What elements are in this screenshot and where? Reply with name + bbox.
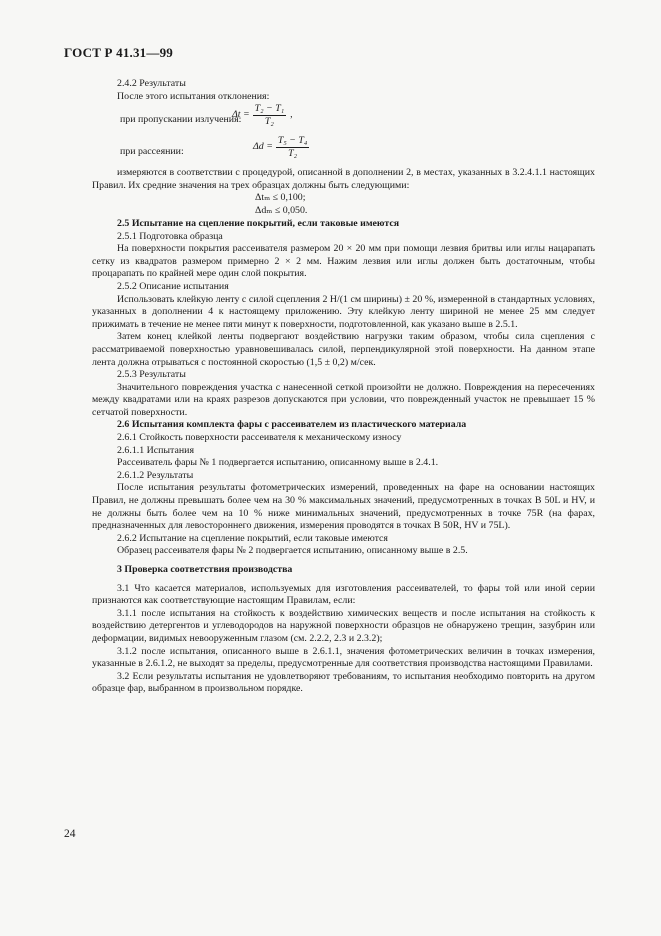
section-intro: После этого испытания отклонения:	[117, 90, 270, 102]
section-title-2-6-2: 2.6.2 Испытание на сцепление покрытий, если таковые имеются	[117, 532, 388, 544]
formula-lhs: Δt =	[232, 109, 250, 121]
paragraph: Затем конец клейкой ленты подвергают воздействию нагрузки таким образом, чтобы сила сцепления с рассматриваемой поверхностью уравновешивалась силой, перпендикулярной этой поверхности. На данном этапе лента должна отрываться с постоянной скоростью (1,5 ± 0,2) м/сек.	[92, 331, 595, 368]
paragraph: Значительного повреждения участка с нанесенной сеткой произойти не должно. Повреждения на пересечениях между квадратами или на краях разрезов допускаются при условии, что поврежденный участок не превышает 15 % сетчатой поверхности.	[92, 381, 595, 418]
section-title-2-5-1: 2.5.1 Подготовка образца	[117, 230, 223, 242]
page-number: 24	[64, 828, 76, 840]
formula-lhs: Δd =	[253, 141, 273, 153]
fraction-numerator: T₂ − T₁	[254, 103, 285, 115]
fraction-denominator: T₂	[264, 116, 274, 128]
fraction-denominator: T₂	[288, 148, 298, 160]
paragraph: После испытания результаты фотометрических измерений, проведенных на фаре на основании настоящих Правил, не должны превышать более чем на 30 % максимальных значений, предусмотренных в точках B 50L и HV, и не должны быть более чем на 10 % ниже минимальных значений, предусмотренных в точке 75R (на фарах, предназначенных для левостороннего движения, измерения проводятся в точках B 50R, HV и 75L).	[92, 482, 595, 532]
equation-scattering	[92, 135, 595, 167]
fraction	[276, 135, 309, 160]
paragraph: Использовать клейкую ленту с силой сцепления 2 Н/(1 см ширины) ± 20 %, измеренной в стандартных условиях, указанных в дополнении 4 к настоящему приложению. Эту клейкую ленту шириной не менее 25 мм следует прижимать в течение не менее пяти минут к поверхности, подготовленной, как указано выше в 2.5.1.	[92, 293, 595, 330]
limit-value: Δdₘ ≤ 0,050.	[255, 205, 308, 217]
section-title-3: 3 Проверка соответствия производства	[117, 564, 293, 575]
section-title-2-6-1-1: 2.6.1.1 Испытания	[117, 444, 194, 456]
paragraph: На поверхности покрытия рассеивателя размером 20 × 20 мм при помощи лезвия бритвы или иглы нацарапать сетку из квадратов размером примерно 2 × 2 мм. Нажим лезвия или иглы должен быть достаточным, чтобы процарапать по крайней мере один слой покрытия.	[92, 243, 595, 280]
equation-transmission	[92, 103, 595, 135]
paragraph: Рассеиватель фары № 1 подвергается испытанию, описанному выше в 2.4.1.	[117, 457, 439, 469]
paragraph: 3.2 Если результаты испытания не удовлетворяют требованиям, то испытания необходимо повторить на другом образце фар, выбранном в произвольном порядке.	[92, 670, 595, 695]
paragraph: 3.1.1 после испытания на стойкость к воздействию химических веществ и после испытания на стойкость к воздействию детергентов и углеводородов на наружной поверхности образцов не обнаружено трещин, зазубрин или деформации, видимых невооруженным глазом (см. 2.2.2, 2.3 и 2.3.2);	[92, 607, 595, 644]
formula	[253, 135, 309, 160]
paragraph: 3.1.2 после испытания, описанного выше в 2.6.1.1, значения фотометрических величин в точках измерения, указанные в 2.6.1.2, не выходят за пределы, предусмотренные для соответствия производства настоящими Правилами.	[92, 645, 595, 670]
formula-punct: ,	[290, 109, 293, 121]
limit-value: Δtₘ ≤ 0,100;	[255, 192, 306, 204]
equation-label: при пропускании излучения:	[120, 114, 242, 126]
paragraph: измеряются в соответствии с процедурой, описанной в дополнении 2, в местах, указанных в 3.2.4.1.1 настоящих Правил. Их средние значения на трех образцах должны быть следующими:	[92, 167, 595, 191]
fraction	[253, 103, 286, 128]
page-header: ГОСТ Р 41.31—99	[64, 45, 173, 60]
section-title-2-5-2: 2.5.2 Описание испытания	[117, 280, 229, 292]
formula	[232, 103, 293, 128]
section-title-2-6: 2.6 Испытания комплекта фары с рассеивателем из пластического материала	[117, 419, 467, 431]
document-body	[92, 78, 595, 696]
fraction-numerator: T₅ − T₄	[277, 135, 308, 147]
section-title-2-6-1-2: 2.6.1.2 Результаты	[117, 469, 194, 481]
section-title-2-4-2: 2.4.2 Результаты	[117, 78, 186, 89]
equation-label: при рассеянии:	[120, 146, 184, 158]
paragraph: 3.1 Что касается материалов, используемых для изготовления рассеивателей, то фары той или иной серии признаются как соответствующие настоящим Правилам, если:	[92, 582, 595, 607]
section-title-2-5-3: 2.5.3 Результаты	[117, 369, 186, 381]
section-title-2-5: 2.5 Испытание на сцепление покрытий, если таковые имеются	[117, 217, 400, 229]
paragraph: Образец рассеивателя фары № 2 подвергается испытанию, описанному выше в 2.5.	[117, 545, 468, 557]
section-title-2-6-1: 2.6.1 Стойкость поверхности рассеивателя к механическому износу	[117, 432, 402, 444]
